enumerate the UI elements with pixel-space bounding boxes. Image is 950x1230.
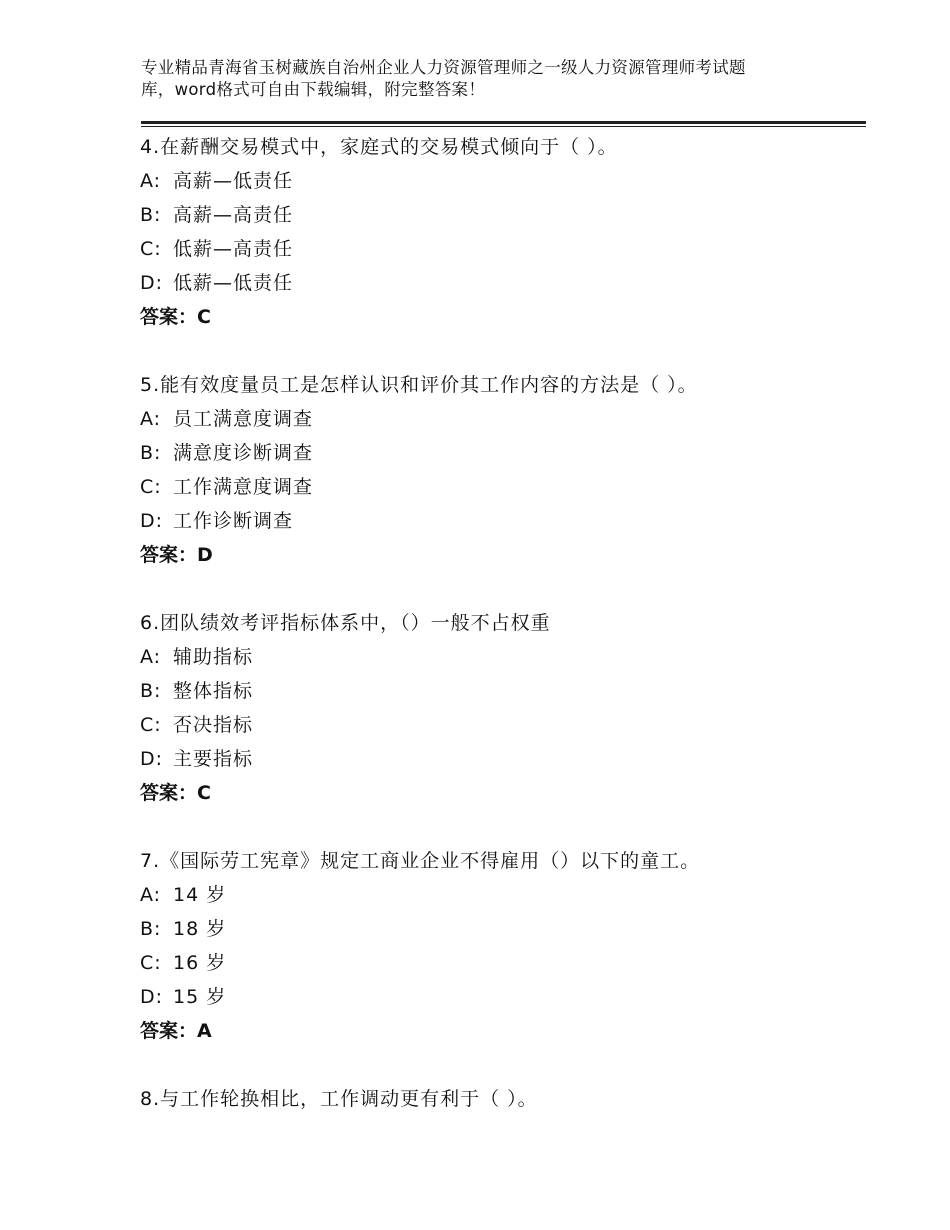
question-4 [140,130,880,334]
question-stem: 4.在薪酬交易模式中，家庭式的交易模式倾向于（ ）。 [140,136,618,158]
header-line-2: 库，word格式可自由下载编辑，附完整答案！ [141,80,486,99]
question-5 [140,368,880,572]
option-b [140,674,880,708]
option-text: 16 岁 [173,952,227,974]
option-letter: D: [140,510,164,532]
option-letter: A: [140,408,162,430]
option-letter: D: [140,986,164,1008]
option-c [140,946,880,980]
option-b [140,198,880,232]
option-letter: B: [140,680,162,702]
option-text: 主要指标 [173,748,254,770]
option-letter: A: [140,884,162,906]
option-d [140,742,880,776]
question-stem: 7.《国际劳工宪章》规定工商业企业不得雇用（）以下的童工。 [140,850,701,872]
option-letter: B: [140,918,162,940]
option-letter: D: [140,748,164,770]
option-c [140,708,880,742]
option-letter: C: [140,238,162,260]
option-text: 15 岁 [173,986,227,1008]
option-text: 整体指标 [173,680,254,702]
answer-line: 答案：C [140,306,211,328]
question-6 [140,606,880,810]
option-b [140,436,880,470]
option-text: 满意度诊断调查 [173,442,314,464]
question-stem: 5.能有效度量员工是怎样认识和评价其工作内容的方法是（ ）。 [140,374,698,396]
option-text: 辅助指标 [173,646,254,668]
option-text: 员工满意度调查 [173,408,314,430]
option-a [140,402,880,436]
option-text: 否决指标 [173,714,254,736]
option-d [140,980,880,1014]
option-text: 工作诊断调查 [173,510,294,532]
option-letter: C: [140,714,162,736]
option-text: 高薪—高责任 [173,204,294,226]
option-text: 14 岁 [173,884,227,906]
option-a [140,164,880,198]
answer-line: 答案：D [140,544,213,566]
option-text: 18 岁 [173,918,227,940]
question-list [140,130,880,1150]
option-letter: B: [140,204,162,226]
option-letter: C: [140,476,162,498]
header-line-1: 专业精品青海省玉树藏族自治州企业人力资源管理师之一级人力资源管理师考试题 [141,58,746,77]
answer-line: 答案：C [140,782,211,804]
option-a [140,878,880,912]
option-text: 工作满意度调查 [173,476,314,498]
option-letter: B: [140,442,162,464]
option-c [140,232,880,266]
document-header [141,57,841,101]
option-letter: A: [140,646,162,668]
option-d [140,504,880,538]
question-stem: 8.与工作轮换相比，工作调动更有利于（ ）。 [140,1088,538,1110]
option-letter: D: [140,272,164,294]
option-text: 低薪—高责任 [173,238,294,260]
option-a [140,640,880,674]
question-8 [140,1082,880,1116]
header-divider [141,121,866,124]
option-letter: A: [140,170,162,192]
option-text: 高薪—低责任 [173,170,294,192]
option-b [140,912,880,946]
question-stem: 6.团队绩效考评指标体系中，（）一般不占权重 [140,612,551,634]
option-d [140,266,880,300]
option-letter: C: [140,952,162,974]
answer-line: 答案：A [140,1020,212,1042]
option-c [140,470,880,504]
question-7 [140,844,880,1048]
option-text: 低薪—低责任 [173,272,294,294]
